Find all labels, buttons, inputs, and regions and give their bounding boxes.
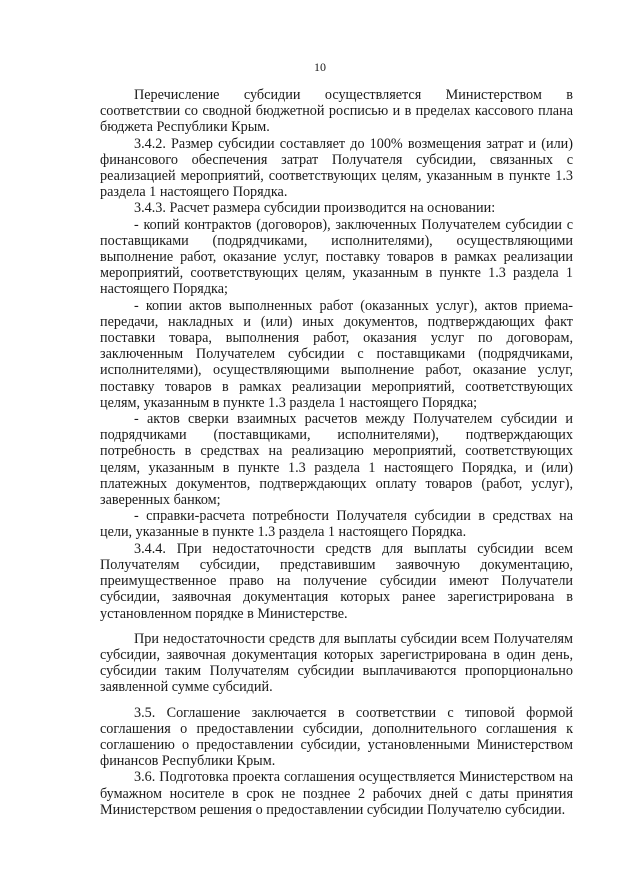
document-body xyxy=(100,87,573,818)
paragraph-3-6: 3.6. Подготовка проекта соглашения осуществляется Министерством на бумажном носителе в срок не позднее 2 рабочих дней с даты принятия Министерством решения о предоставлении субсидии Получателю субсидии. xyxy=(100,769,573,818)
bullet-acts: - копии актов выполненных работ (оказанных услуг), актов приема-передачи, накладных и (или) иных документов, подтверждающих факт поставки товара, выполнения работ, оказания услуг по договорам, заключенным Получателем субсидии с поставщиками (подрядчиками, исполнителями), осуществляющими выполнение работ, оказание услуг, поставку товаров в рамках реализации мероприятий, соответствующих целям, указанным в пункте 1.3 раздела 1 настоящего Порядка; xyxy=(100,297,573,411)
bullet-contracts: - копий контрактов (договоров), заключенных Получателем субсидии с поставщиками (подрядчиками, исполнителями), осуществляющими выполнение работ, оказание услуг, поставку товаров в рамках реализации мероприятий, соответствующих целям, указанным в пункте 1.3 раздела 1 настоящего Порядка; xyxy=(100,216,573,298)
paragraph-insufficiency: При недостаточности средств для выплаты субсидии всем Получателям субсидии, заявочная документация которых зарегистрирована в один день, субсидии таким Получателям субсидии выплачиваются пропорционально заявленной сумме субсидий. xyxy=(100,630,573,696)
paragraph-3-4-3: 3.4.3. Расчет размера субсидии производится на основании: xyxy=(134,200,496,217)
paragraph-3-4-2: 3.4.2. Размер субсидии составляет до 100% возмещения затрат и (или) финансового обеспечения затрат Получателя субсидии, связанных с реализацией мероприятий, соответствующих целям, указанным в пункте 1.3 раздела 1 настоящего Порядка. xyxy=(100,135,573,201)
bullet-reconciliation: - актов сверки взаимных расчетов между Получателем субсидии и подрядчиками (поставщиками, исполнителями), подтверждающих потребность в средствах на реализацию мероприятий, соответствующих целям, указанным в пункте 1.3 раздела 1 настоящего Порядка, и (или) платежных документов, подтверждающих оплату товаров (работ, услуг), заверенных банком; xyxy=(100,411,573,509)
page-number: 10 xyxy=(314,60,326,74)
paragraph-3-4-4: 3.4.4. При недостаточности средств для выплаты субсидии всем Получателям субсидии, представившим заявочную документацию, преимущественное право на получение субсидии имеют Получатели субсидии, заявочная документация которых ранее зарегистрирована в установленном порядке в Министерстве. xyxy=(100,540,573,622)
paragraph-3-5: 3.5. Соглашение заключается в соответствии с типовой формой соглашения о предоставлении субсидии, дополнительного соглашения к соглашению о предоставлении субсидии, установленными Министерством финансов Республики Крым. xyxy=(100,704,573,770)
paragraph-transfer: Перечисление субсидии осуществляется Министерством в соответствии со сводной бюджетной росписью и в пределах кассового плана бюджета Республики Крым. xyxy=(100,87,573,136)
bullet-calculation: - справки-расчета потребности Получателя субсидии в средствах на цели, указанные в пункте 1.3 раздела 1 настоящего Порядка. xyxy=(100,508,573,541)
